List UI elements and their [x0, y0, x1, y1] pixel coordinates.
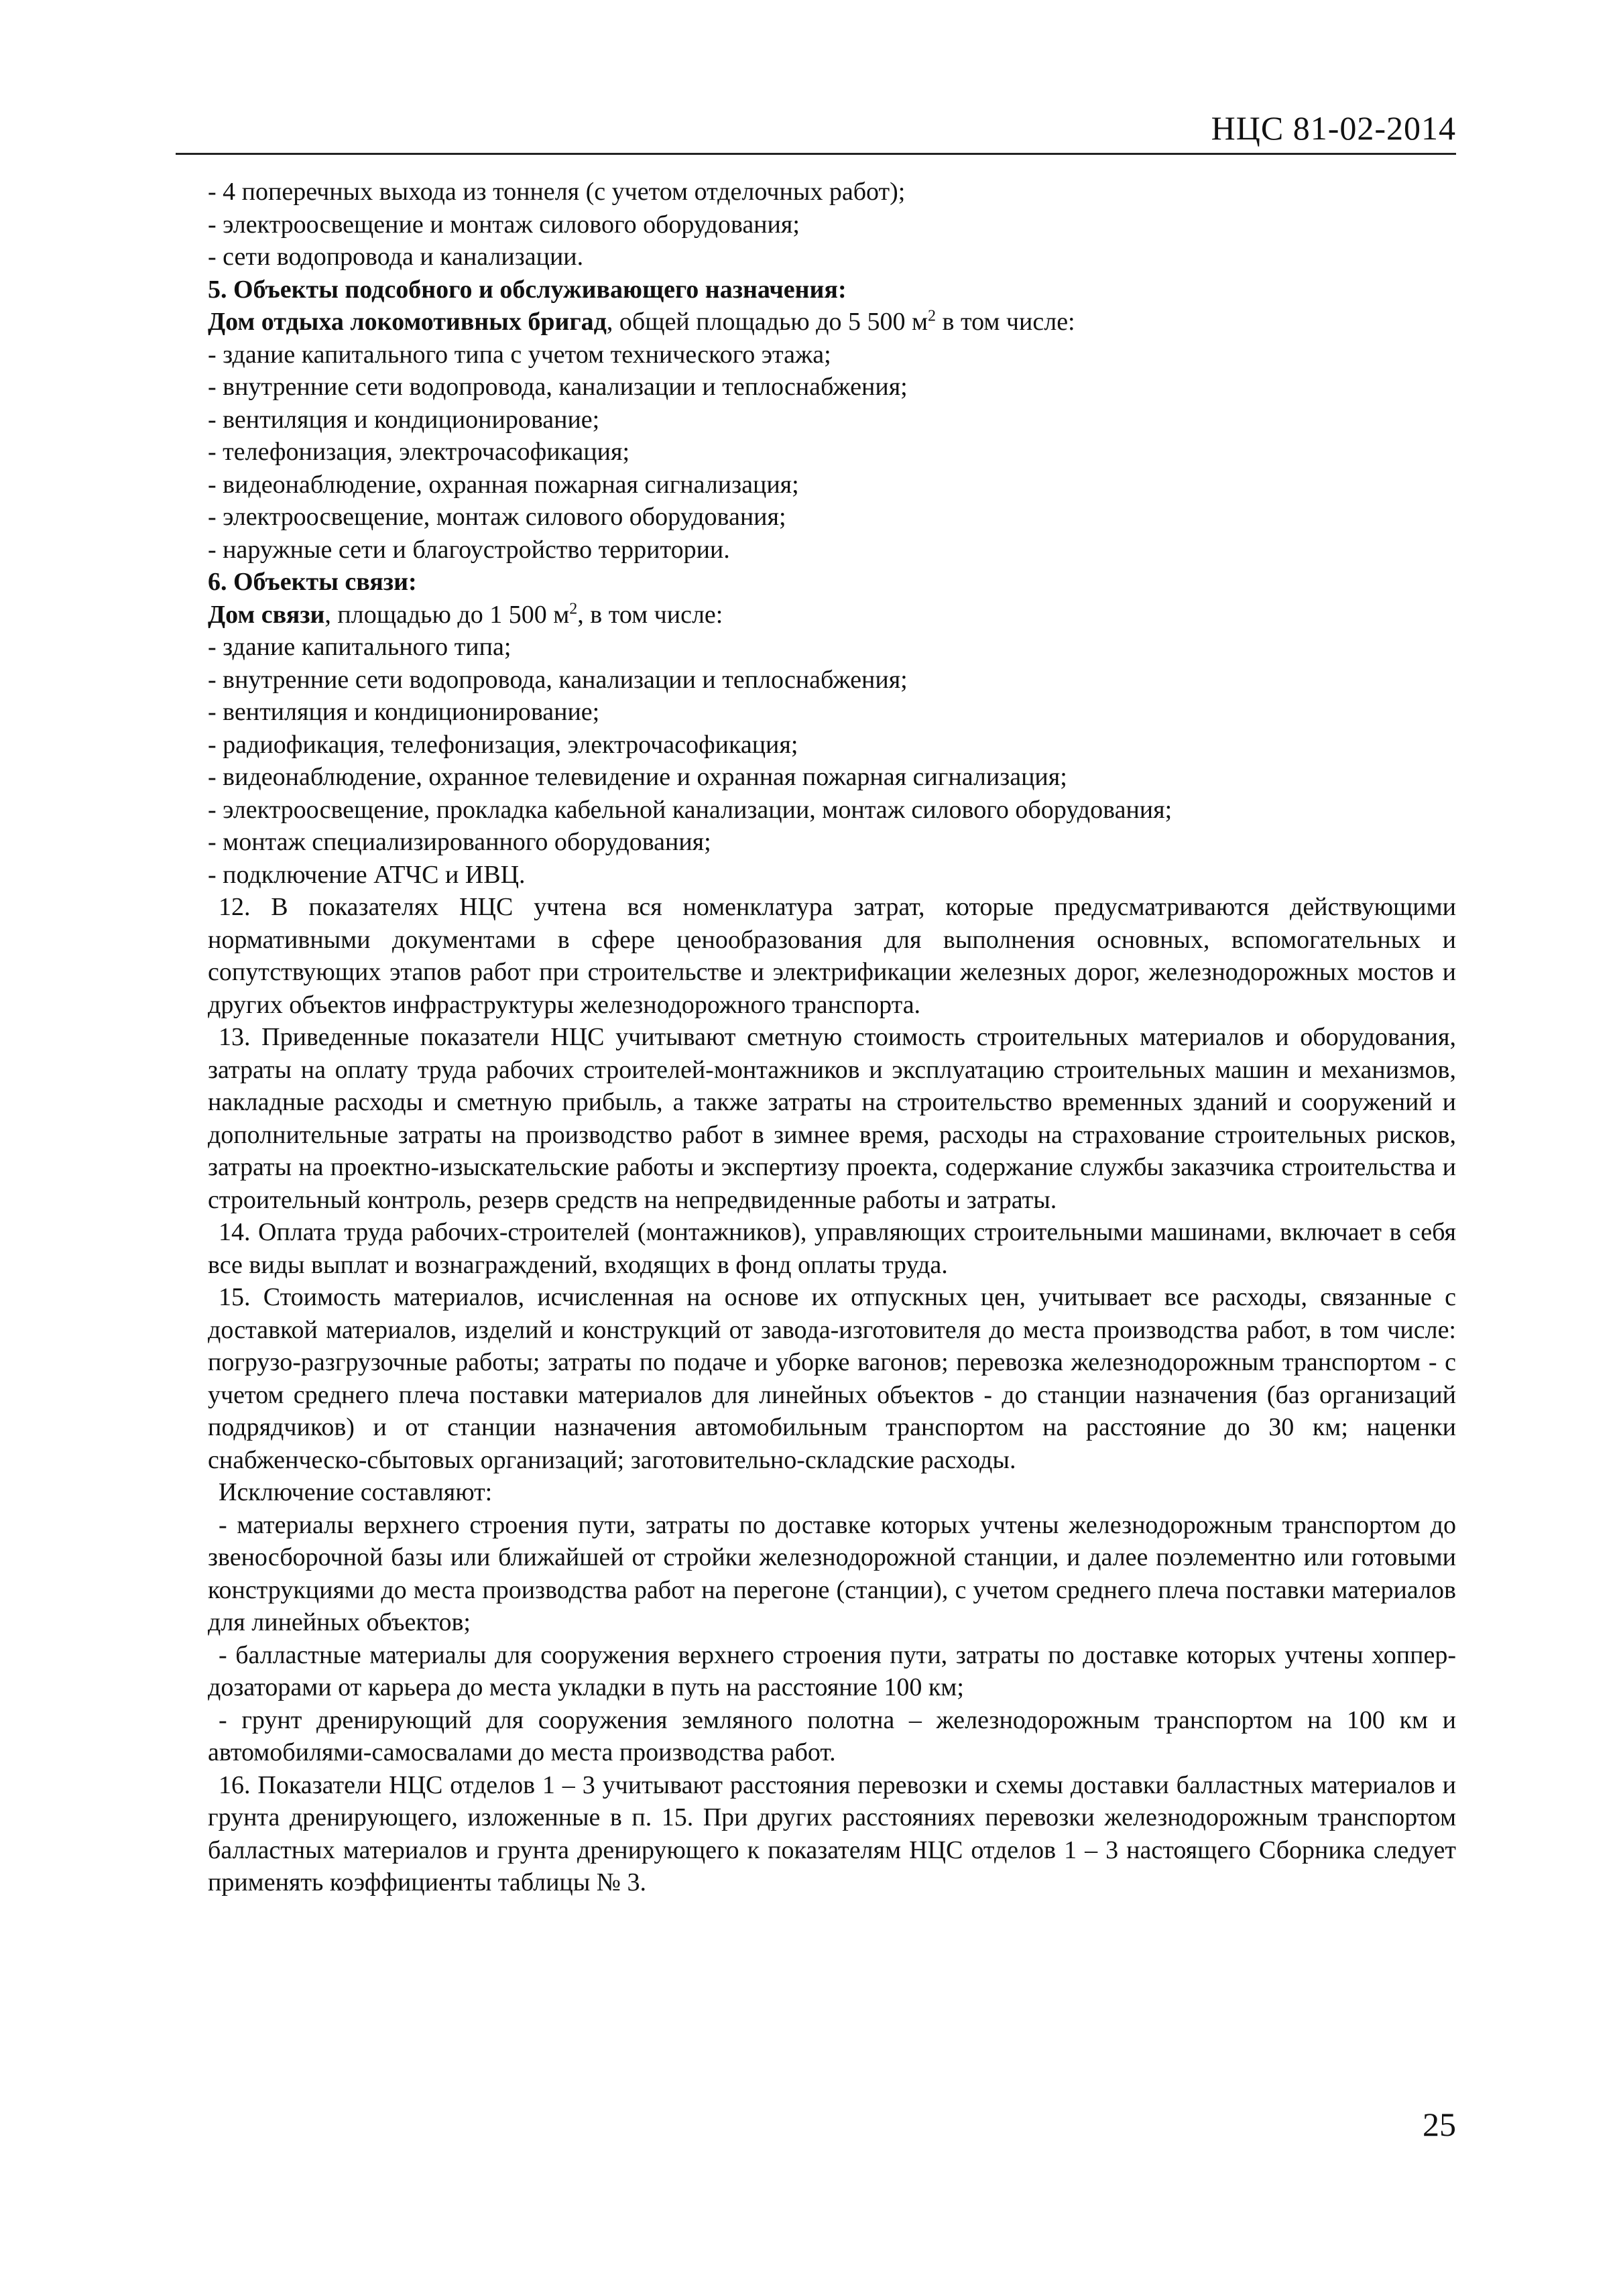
- subheading-text: , площадью до 1 500 м: [324, 600, 570, 629]
- list-item: - наружные сети и благоустройство территории.: [208, 535, 730, 564]
- paragraph-14: 14. Оплата труда рабочих-строителей (монтажников), управляющих строительными машинами, включает в себя все виды выплат и вознаграждений, входящих в фонд оплаты труда.: [208, 1218, 1456, 1279]
- paragraph-16: 16. Показатели НЦС отделов 1 – 3 учитывают расстояния перевозки и схемы доставки балластных материалов и грунта дренирующего, изложенные в п. 15. При других расстояниях перевозки железнодорожным транспортом балластных материалов и грунта дренирующего к показателям НЦС отделов 1 – 3 настоящего Сборника следует применять коэффициенты таблицы № 3.: [208, 1770, 1456, 1896]
- subheading-bold: Дом отдыха локомотивных бригад: [208, 308, 607, 336]
- paragraph-13: 13. Приведенные показатели НЦС учитывают сметную стоимость строительных материалов и оборудования, затраты на оплату труда рабочих строителей-монтажников и эксплуатацию строительных машин и механизмов, накладные расходы и сметную прибыль, а также затраты на строительство временных зданий и сооружений и дополнительные затраты на производство работ в зимнее время, расходы на страхование строительных рисков, затраты на проектно-изыскательские работы и экспертизу проекта, содержание службы заказчика строительства и строительный контроль, резерв средств на непредвиденные работы и затраты.: [208, 1023, 1456, 1214]
- document-code: НЦС 81-02-2014: [1211, 109, 1456, 147]
- list-item: - здание капитального типа с учетом технического этажа;: [208, 340, 831, 369]
- page-body: [208, 176, 1456, 1899]
- list-item: - внутренние сети водопровода, канализации и теплоснабжения;: [208, 665, 908, 694]
- subheading-bold: Дом связи: [208, 600, 325, 629]
- section-5-subheading: [208, 306, 1456, 339]
- list-item: - вентиляция и кондиционирование;: [208, 698, 600, 726]
- list-item: - 4 поперечных выхода из тоннеля (с учетом отделочных работ);: [208, 178, 906, 206]
- exception-item: - грунт дренирующий для сооружения земляного полотна – железнодорожным транспортом на 100 км и автомобилями-самосвалами до места производства работ.: [208, 1705, 1456, 1766]
- list-item: - видеонаблюдение, охранное телевидение и охранная пожарная сигнализация;: [208, 763, 1067, 791]
- exception-item: - балластные материалы для сооружения верхнего строения пути, затраты по доставке которых учтены хоппер-дозаторами от карьера до места укладки в путь на расстояние 100 км;: [208, 1640, 1456, 1701]
- exceptions-label: Исключение составляют:: [219, 1478, 493, 1506]
- subheading-tail: , в том числе:: [577, 600, 723, 629]
- section-6-subheading: [208, 599, 1456, 631]
- paragraph-15: 15. Стоимость материалов, исчисленная на основе их отпускных цен, учитывает все расходы, связанные с доставкой материалов, изделий и конструкций от завода-изготовителя до места производства работ, в том числе: погрузо-разгрузочные работы; затраты по подаче и уборке вагонов; перевозка железнодорожным транспортом - с учетом среднего плеча поставки материалов для линейных объектов - до станции назначения (баз организаций подрядчиков) и от станции назначения автомобильным транспортом на расстояние до 30 км; наценки снабженческо-сбытовых организаций; заготовительно-складские расходы.: [208, 1283, 1456, 1474]
- superscript: 2: [928, 307, 937, 325]
- list-item: - подключение АТЧС и ИВЦ.: [208, 860, 526, 889]
- section-6-heading: 6. Объекты связи:: [208, 568, 417, 596]
- subheading-tail: в том числе:: [936, 308, 1075, 336]
- subheading-text: , общей площадью до 5 500 м: [606, 308, 928, 336]
- list-item: - видеонаблюдение, охранная пожарная сигнализация;: [208, 470, 799, 499]
- page-number: 25: [1423, 2106, 1456, 2143]
- list-item: - вентиляция и кондиционирование;: [208, 405, 600, 434]
- exception-item: - материалы верхнего строения пути, затраты по доставке которых учтены железнодорожным транспортом до звеносборочной базы или ближайшей от стройки железнодорожной станции, и далее поэлементно или готовыми конструкциями до места производства работ на перегоне (станции), с учетом среднего плеча поставки материалов для линейных объектов;: [208, 1510, 1456, 1636]
- page-header: [176, 107, 1456, 155]
- superscript: 2: [569, 599, 578, 617]
- list-item: - телефонизация, электрочасофикация;: [208, 438, 630, 466]
- list-item: - электроосвещение и монтаж силового оборудования;: [208, 210, 800, 239]
- list-item: - внутренние сети водопровода, канализации и теплоснабжения;: [208, 373, 908, 401]
- list-item: - сети водопровода и канализации.: [208, 243, 584, 271]
- paragraph-12: 12. В показателях НЦС учтена вся номенклатура затрат, которые предусматриваются действующими нормативными документами в сфере ценообразования для выполнения основных, вспомогательных и сопутствующих этапов работ при строительстве и электрификации железных дорог, железнодорожных мостов и других объектов инфраструктуры железнодорожного транспорта.: [208, 893, 1456, 1019]
- list-item: - здание капитального типа;: [208, 633, 512, 661]
- list-item: - радиофикация, телефонизация, электрочасофикация;: [208, 730, 798, 759]
- list-item: - монтаж специализированного оборудования;: [208, 828, 711, 856]
- list-item: - электроосвещение, прокладка кабельной канализации, монтаж силового оборудования;: [208, 795, 1173, 824]
- list-item: - электроосвещение, монтаж силового оборудования;: [208, 503, 786, 531]
- section-5-heading: 5. Объекты подсобного и обслуживающего назначения:: [208, 275, 847, 304]
